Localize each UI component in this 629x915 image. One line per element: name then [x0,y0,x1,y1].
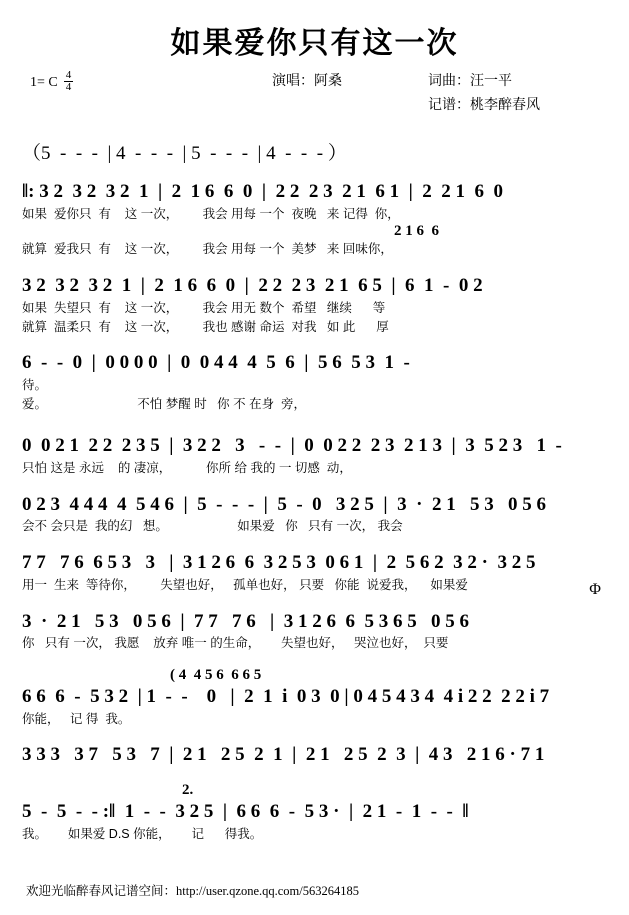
key-signature [30,70,73,93]
footer-url[interactable]: http://user.qzone.qq.com/563264185 [176,884,359,898]
system-8-lyric-1: 你能， 记 得 我。 [22,711,131,726]
system-1-lyric-2: 就算 爱我只 有 这 一次， 我会 用每 一个 美梦 来 回味你， [22,242,393,257]
system-4 [22,433,607,477]
system-1-notes: ‖: 3 2 3 2 3 2 1 | 2 1 6 6 0 | 2 2 2 3 2 1 6 1 | 2 2 1 6 0 [22,181,504,202]
system-9-notes: 3 3 3 3 7 5 3 7 | 2 1 2 5 2 1 | 2 1 2 5 2 3 | 4 3 2 1 6 · 7 1 [22,744,545,766]
scorer-credit: 记谱：桃李醉春风 [428,98,540,113]
system-10 [22,782,607,843]
system-4-lyric-1: 只怕 这是 永远 的 凄凉， 你所 给 我的 一 切感 动， [22,461,352,476]
system-6-lyric-1: 用一 生来 等待你， 失望也好， 孤单也好， 只要 你能 说爱我， 如果爱 [22,577,468,592]
system-4-notes: 0 0 2 1 2 2 2 3 5 | 3 2 2 3 - - | 0 0 2 2 2 3 2 1 3 | 3 5 2 3 1 - [22,435,562,457]
system-1-lyric-1: 如果 爱你只 有 这 一次， 我会 用每 一个 夜晚 来 记得 你， [22,206,400,221]
system-8-upper-notes: ( 4 4 5 6 6 6 5 [170,666,262,683]
footer-text: 欢迎光临醉春风记谱空间： [26,884,177,898]
system-3-notes: 6 - - 0 | 0 0 0 0 | 0 0 4 4 4 5 6 | 5 6 5 3 1 - [22,352,410,374]
composer-credit: 词曲：汪一平 [428,74,512,89]
system-intro [22,138,607,165]
system-1-upper-notes: 2 1 6 6 [394,223,439,240]
music-body [0,138,629,843]
system-1 [22,179,607,259]
system-5-notes: 0 2 3 4 4 4 4 5 4 6 | 5 - - - | 5 - 0 3 2 5 | 3 · 2 1 5 3 0 5 6 [22,493,546,515]
footer-credit [26,881,359,899]
score-meta [0,64,629,113]
system-10-notes: 5 - 5 - - :‖ 1 - - 3 2 5 | 6 6 6 - 5 3 · | 2 1 - 1 - - ‖ [22,801,469,823]
system-10-lyric-1: 我。 如果爱 D.S 你能， 记 得我。 [22,826,263,841]
singer-credit: 演唱：阿桑 [272,74,342,89]
system-5-lyric-1: 会不 会只是 我的幻 想。 如果爱 你 只有 一次， 我会 [22,519,403,534]
ending-bracket-2: 2. [182,782,194,799]
page-title: 如果爱你只有这一次 [170,27,459,60]
system-8 [22,667,607,728]
coda-icon: Φ [589,580,601,598]
system-6 [22,550,607,594]
system-7-lyric-1: 你 只有 一次， 我愿 放弃 唯一 的生命， 失望也好， 哭泣也好， 只要 [22,636,449,651]
system-9 [22,742,607,768]
key-signature-label: 1= C [30,75,58,90]
system-3 [22,350,607,413]
system-3-lyric-1: 待。 [22,377,48,392]
system-8-notes: 6 6 6 - 5 3 2 | 1 - - 0 | 2 1 i 0 3 0 | 0 4 5 4 3 4 4 i 2 2 2 2 i 7 [22,685,550,707]
sheet-music-page [0,18,629,915]
system-2 [22,273,607,336]
intro-notes: （5 - - - | 4 - - - | 5 - - - | 4 - - - ） [22,143,347,164]
system-2-lyric-1: 如果 失望只 有 这 一次， 我会 用无 数个 希望 继续 等 [22,300,386,315]
system-2-lyric-2: 就算 温柔只 有 这 一次， 我也 感谢 命运 对我 如 此 厚 [22,319,389,334]
system-2-notes: 3 2 3 2 3 2 1 | 2 1 6 6 0 | 2 2 2 3 2 1 6 5 | 6 1 - 0 2 [22,275,483,297]
system-7-notes: 3 · 2 1 5 3 0 5 6 | 7 7 7 6 | 3 1 2 6 6 5 3 6 5 0 5 6 [22,610,469,632]
system-5 [22,492,607,536]
system-6-notes: 7 7 7 6 6 5 3 3 | 3 1 2 6 6 3 2 5 3 0 6 1 | 2 5 6 2 3 2 · 3 2 5 [22,552,536,574]
system-3-lyric-2: 爱。 不怕 梦醒 时 你 不 在身 旁， [22,396,307,411]
time-signature: $\frac{4}{4}$ [65,69,72,93]
